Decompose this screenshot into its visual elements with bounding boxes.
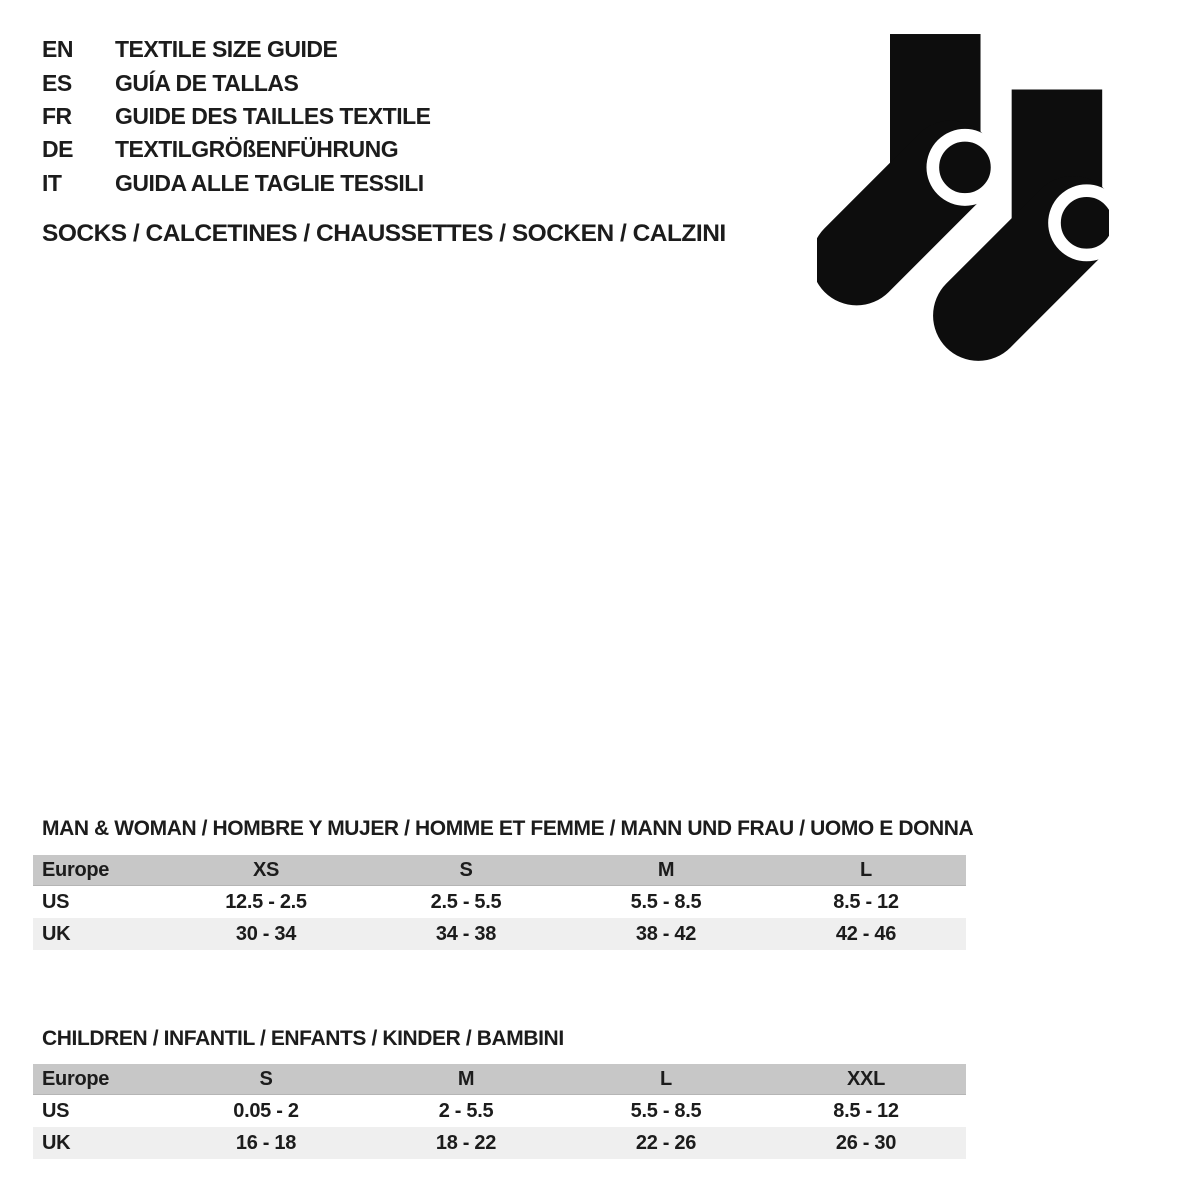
language-title: GUÍA DE TALLAS xyxy=(115,69,299,96)
man-woman-table-title: MAN & WOMAN / HOMBRE Y MUJER / HOMME ET FEMME / MANN UND FRAU / UOMO E DONNA xyxy=(42,817,974,840)
language-row-es xyxy=(42,66,431,99)
column-header-size: XS xyxy=(166,855,366,886)
table-row-us xyxy=(33,886,966,918)
region-label: US xyxy=(33,886,166,918)
column-header-size: L xyxy=(566,1064,766,1095)
language-code: DE xyxy=(42,136,73,163)
column-header-size: S xyxy=(366,855,566,886)
language-code: EN xyxy=(42,36,73,63)
size-value: 16 - 18 xyxy=(166,1127,366,1159)
size-value: 8.5 - 12 xyxy=(766,886,966,918)
children-table-title: CHILDREN / INFANTIL / ENFANTS / KINDER / BAMBINI xyxy=(42,1027,564,1050)
category-line: SOCKS / CALCETINES / CHAUSSETTES / SOCKEN / CALZINI xyxy=(42,220,726,247)
table-header-row xyxy=(33,855,966,886)
language-code: IT xyxy=(42,169,62,196)
size-value: 22 - 26 xyxy=(566,1127,766,1159)
language-code: ES xyxy=(42,69,72,96)
size-value: 38 - 42 xyxy=(566,918,766,950)
column-header-size: M xyxy=(566,855,766,886)
column-header-size: M xyxy=(366,1064,566,1095)
language-row-de xyxy=(42,133,431,166)
size-value: 5.5 - 8.5 xyxy=(566,886,766,918)
language-row-it xyxy=(42,167,431,200)
column-header-europe: Europe xyxy=(33,855,166,886)
size-value: 26 - 30 xyxy=(766,1127,966,1159)
table-row-uk xyxy=(33,1127,966,1159)
size-value: 30 - 34 xyxy=(166,918,366,950)
language-title: TEXTILGRÖßENFÜHRUNG xyxy=(115,136,399,163)
column-header-size: S xyxy=(166,1064,366,1095)
language-title: GUIDA ALLE TAGLIE TESSILI xyxy=(115,169,424,196)
size-value: 42 - 46 xyxy=(766,918,966,950)
size-value: 8.5 - 12 xyxy=(766,1095,966,1127)
column-header-size: L xyxy=(766,855,966,886)
size-value: 5.5 - 8.5 xyxy=(566,1095,766,1127)
language-title: GUIDE DES TAILLES TEXTILE xyxy=(115,102,431,129)
column-header-size: XXL xyxy=(766,1064,966,1095)
language-row-fr xyxy=(42,100,431,133)
language-row-en xyxy=(42,33,431,66)
size-value: 12.5 - 2.5 xyxy=(166,886,366,918)
language-title: TEXTILE SIZE GUIDE xyxy=(115,36,338,63)
size-value: 34 - 38 xyxy=(366,918,566,950)
region-label: US xyxy=(33,1095,166,1127)
table-row-us xyxy=(33,1095,966,1127)
children-size-table xyxy=(33,1064,966,1159)
region-label: UK xyxy=(33,1127,166,1159)
size-value: 2.5 - 5.5 xyxy=(366,886,566,918)
language-code: FR xyxy=(42,102,72,129)
table-header-row xyxy=(33,1064,966,1095)
size-value: 18 - 22 xyxy=(366,1127,566,1159)
man-woman-size-table xyxy=(33,855,966,950)
language-title-list xyxy=(42,33,431,200)
socks-icon xyxy=(817,31,1109,367)
size-value: 2 - 5.5 xyxy=(366,1095,566,1127)
table-row-uk xyxy=(33,918,966,950)
size-value: 0.05 - 2 xyxy=(166,1095,366,1127)
region-label: UK xyxy=(33,918,166,950)
column-header-europe: Europe xyxy=(33,1064,166,1095)
